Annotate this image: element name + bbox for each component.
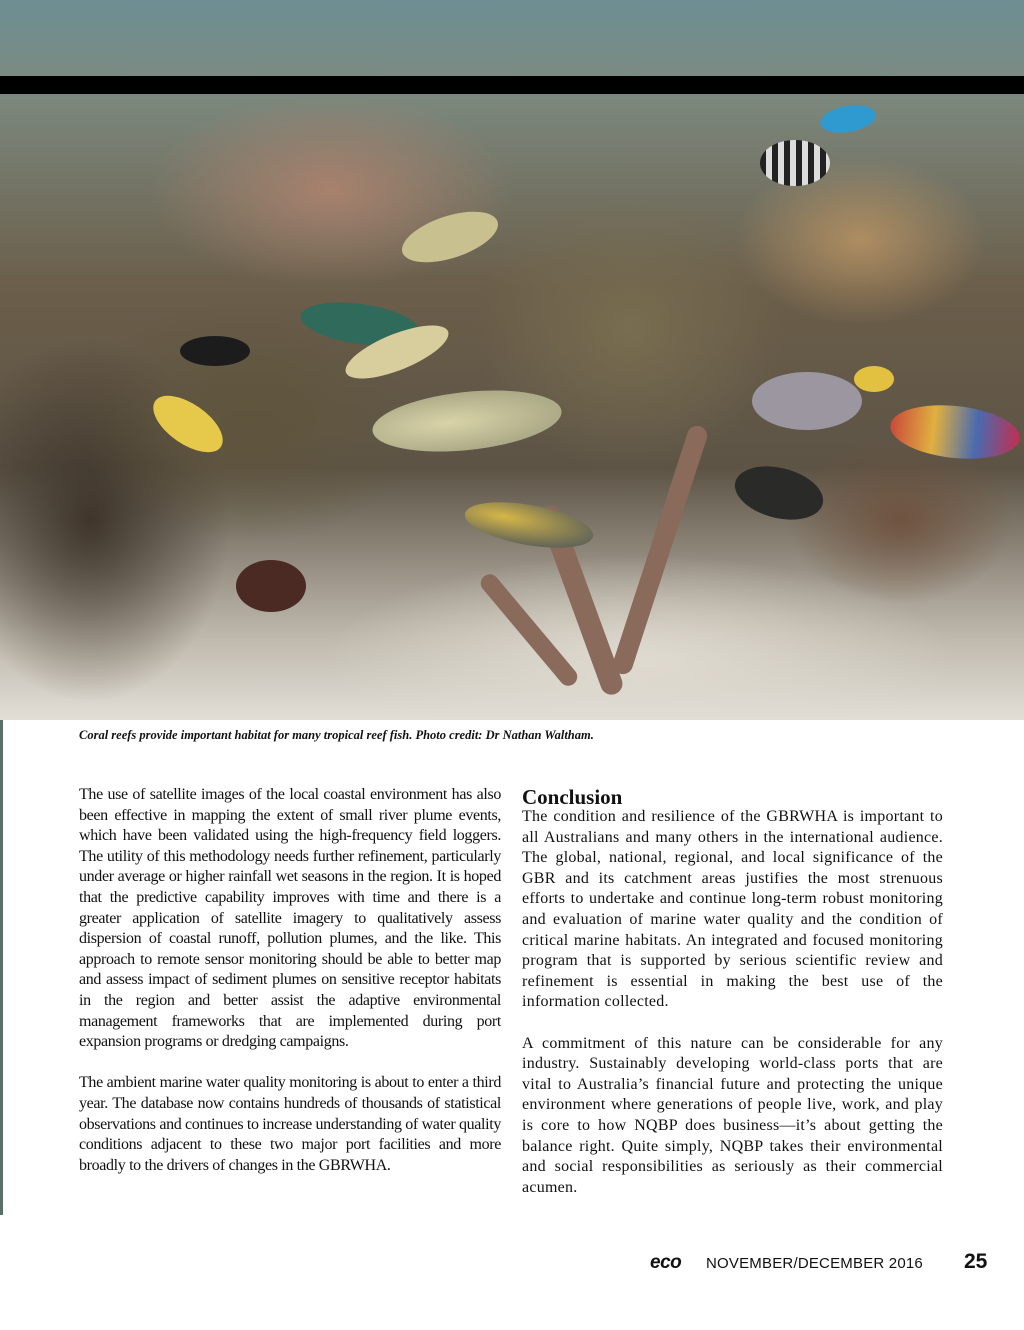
page-number: 25 [964,1250,988,1273]
fish [888,399,1023,464]
fish [760,140,830,186]
page-footer [650,1250,1000,1274]
fish [854,366,894,392]
body-paragraph: A commitment of this nature can be considerable for any industry. Sustainably developing world-class ports that are vital to Australia’s financial future and protecting the unique environment where generations of people live, work, and play is core to how NQBP does business—it’s about getting the balance right. Quite simply, NQBP takes their environmental and social responsibilities as seriously as their commercial acumen. [522,1034,943,1196]
photo-caption: Coral reefs provide important habitat for many tropical reef fish. Photo credit: Dr Nathan Waltham. [79,728,594,742]
section-heading: Conclusion [522,785,623,809]
fish [462,494,597,556]
fish [396,202,504,273]
body-paragraph: The condition and resilience of the GBRWHA is important to all Australians and many others in the international audience. The global, national, regional, and local significance of the GBR and its catchment areas justifies the most strenuous efforts to undertake and continue long-term robust monitoring and evaluation of marine water quality and the condition of critical marine habitats. An integrated and focused monitoring program that is supported by serious scientific review and refinement is essential in making the best use of the information collected. [522,808,943,1011]
fish [144,385,232,464]
coral-branch [610,423,709,676]
body-paragraph: The ambient marine water quality monitoring is about to enter a third year. The database now contains hundreds of thousands of statistical observations and continues to increase understanding of water quality conditions adjacent to these two major port facilities and more broadly to the drivers of changes in the GBRWHA. [79,1074,501,1174]
fish [729,458,828,528]
fish [180,336,250,366]
fish [236,560,306,612]
fish [752,372,862,430]
left-column [79,785,501,1176]
fish [818,101,878,136]
fish [369,382,564,460]
issue-date: NOVEMBER/DECEMBER 2016 [706,1255,923,1272]
right-column [522,785,943,1198]
photo-black-band [0,76,1024,94]
body-paragraph: The use of satellite images of the local coastal environment has also been effective in mapping the extent of small river plume events, which have been validated using the high-frequency field loggers. The utility of this methodology needs further refinement, particularly under average or higher rainfall wet seasons in the region. It is hoped that the predictive capability improves with time and there is a greater application of satellite imagery to qualitatively assess dispersion of coastal runoff, pollution plumes, and the like. This approach to remote sensor monitoring should be able to better map and assess impact of sediment plumes on sensitive receptor habitats in the region and better assist the adaptive environmental management frameworks that are implemented during port expansion programs or dredging campaigns. [79,786,501,1051]
page-edge-bar [0,720,3,1215]
magazine-logo: eco [650,1252,682,1273]
